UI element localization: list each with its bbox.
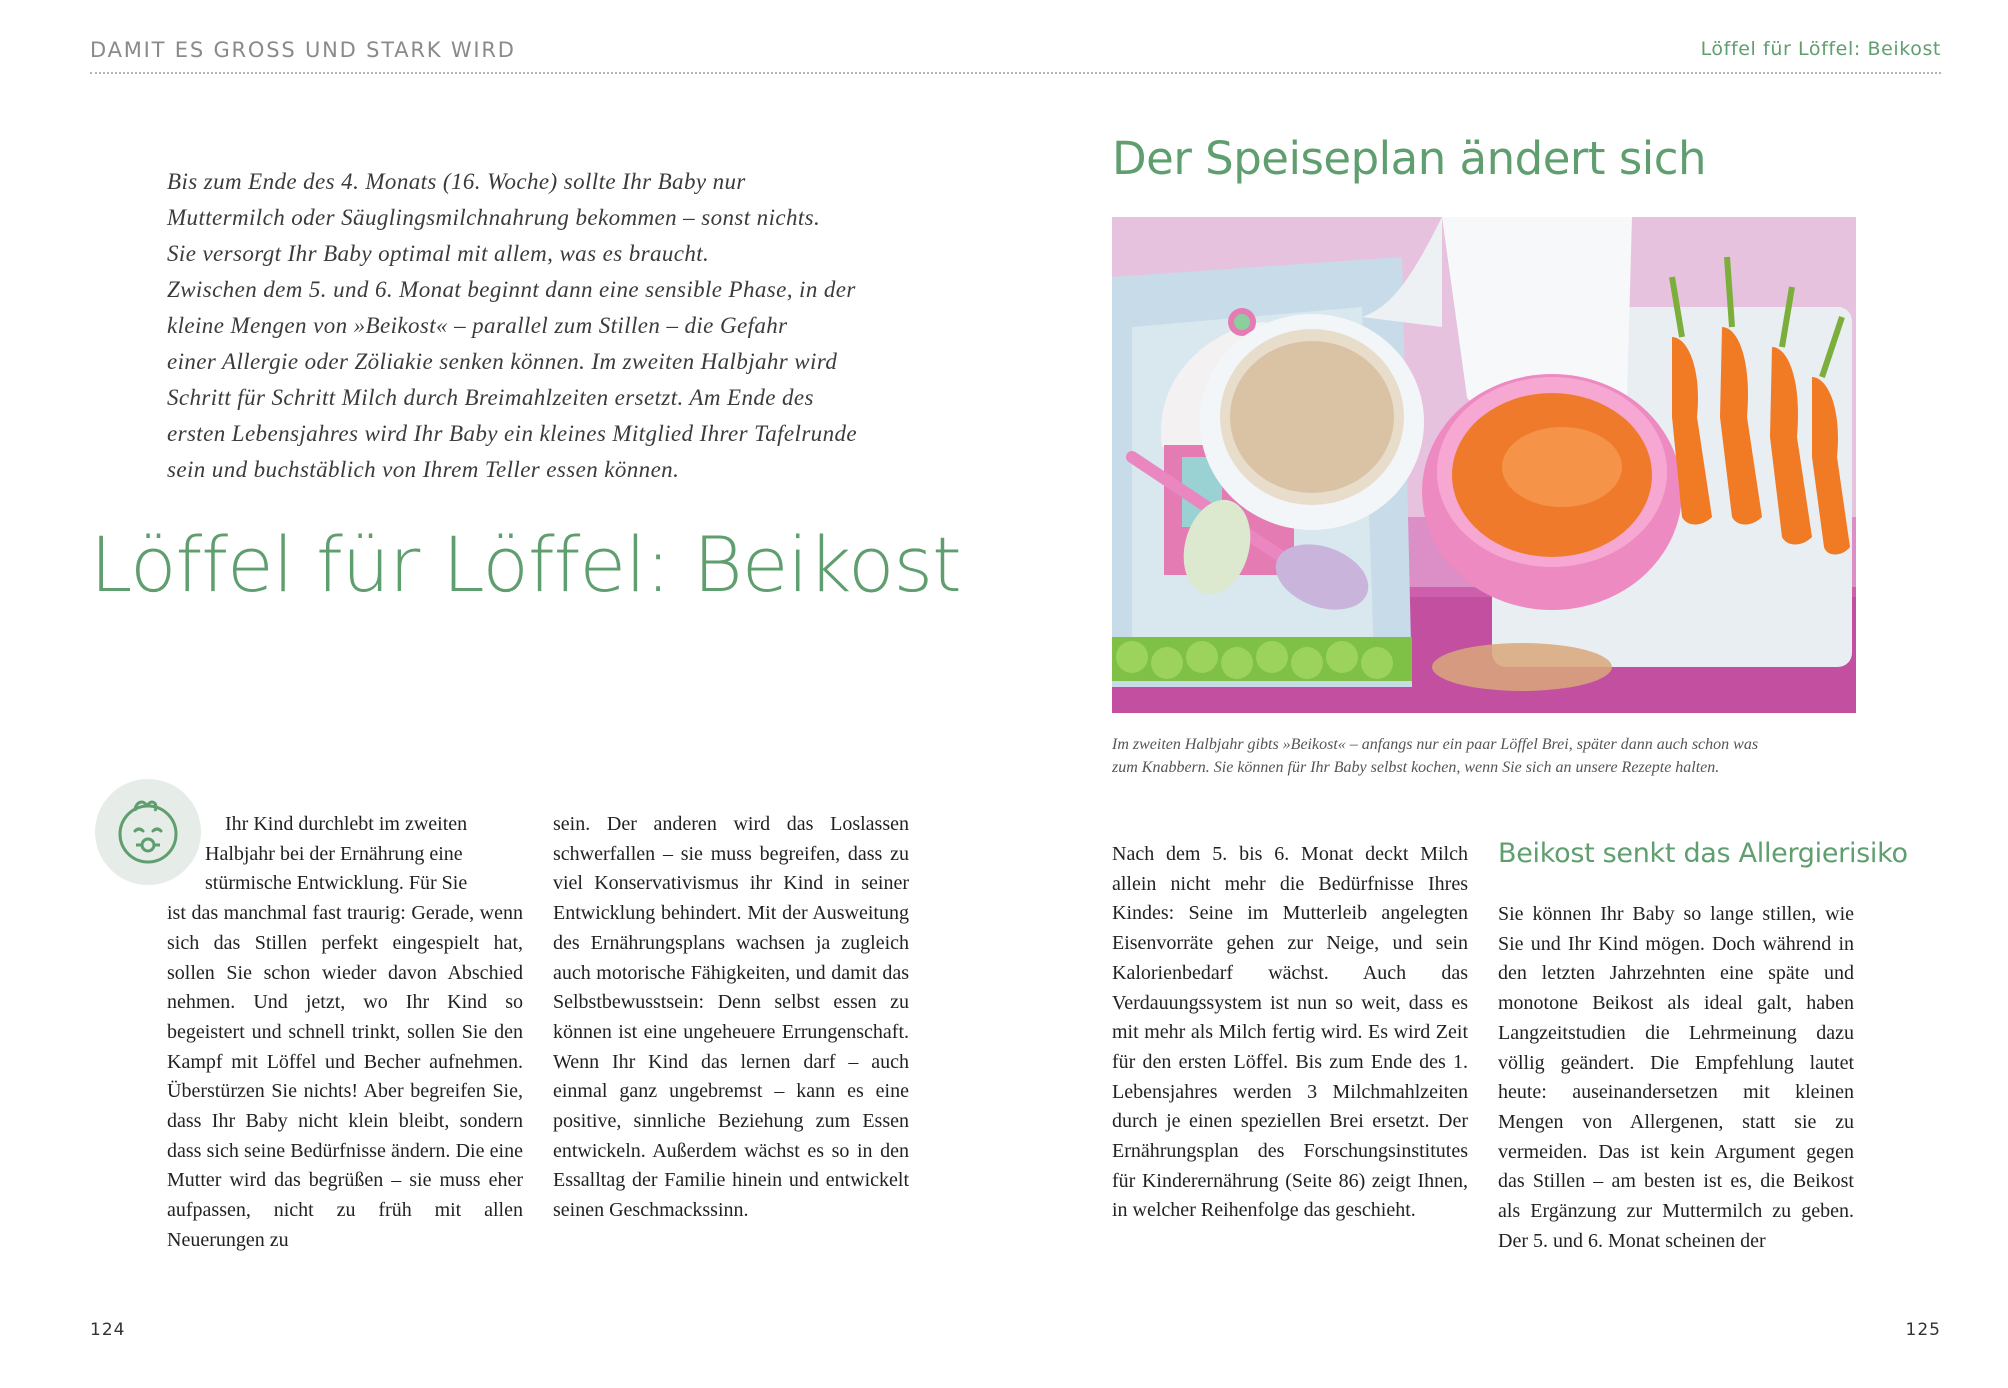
section-title: Der Speiseplan ändert sich <box>1112 132 1707 185</box>
page-number-left: 124 <box>90 1320 126 1340</box>
photo-caption <box>1112 733 1856 779</box>
paragraph-line: Halbjahr bei der Ernährung eine <box>205 842 463 865</box>
header-dotted-rule <box>90 72 1941 74</box>
paragraph-line: stürmische Entwicklung. Für Sie <box>205 872 468 895</box>
caption-line: Im zweiten Halbjahr gibts »Beikost« – anfangs nur ein paar Löffel Brei, später dann auch schon was <box>1112 736 1759 753</box>
intro-line: einer Allergie oder Zöliakie senken können. Im zweiten Halbjahr wird <box>167 349 838 374</box>
page-number-right: 125 <box>1905 1320 1941 1340</box>
intro-line: sein und buchstäblich von Ihrem Teller essen können. <box>167 457 680 482</box>
intro-line: Zwischen dem 5. und 6. Monat beginnt dann eine sensible Phase, in der <box>167 277 856 302</box>
intro-line: Muttermilch oder Säuglingsmilchnahrung bekommen – sonst nichts. <box>167 205 821 230</box>
intro-paragraph <box>167 164 927 488</box>
paragraph-text: ist das manchmal fast traurig: Gerade, wenn sich das Stillen perfekt eingespielt hat, sollen Sie schon wieder davon Abschied nehmen. Und jetzt, wo Ihr Kind so begeistert und schnell trinkt, sollen Sie den Kampf mit Löffel und Becher aufnehmen. Überstürzen Sie nichts! Aber begreifen Sie, dass Ihr Baby nicht klein bleibt, sondern dass sich seine Bedürfnisse ändern. Die eine Mutter wird das begrüßen – sie muss eher aufpassen, nicht zu früh mit allen Neuerungen zu <box>167 902 523 1251</box>
running-head-left: DAMIT ES GROSS UND STARK WIRD <box>90 38 516 62</box>
running-head-right: Löffel für Löffel: Beikost <box>1700 38 1941 60</box>
paragraph-line: Ihr Kind durchlebt im zweiten <box>225 813 468 835</box>
intro-line: Bis zum Ende des 4. Monats (16. Woche) sollte Ihr Baby nur <box>167 169 746 194</box>
intro-line: Sie versorgt Ihr Baby optimal mit allem, was es braucht. <box>167 241 710 266</box>
body-column-1 <box>167 810 523 1256</box>
body-column-4 <box>1498 900 1854 1256</box>
paragraph-text: Sie können Ihr Baby so lange stillen, wie Sie und Ihr Kind mögen. Doch während in den letzten Jahrzehnten eine späte und monotone Beikost als ideal galt, haben Langzeitstudien die Lehrmeinung dazu völlig geändert. Die Empfehlung lautet heute: auseinandersetzen mit kleinen Mengen von Allergenen, statt sie zu vermeiden. Das ist kein Argument gegen das Stillen – am besten ist es, die Beikost als Ergänzung zur Muttermilch zu geben. Der 5. und 6. Monat scheinen der <box>1498 903 1854 1252</box>
paragraph-text: sein. Der anderen wird das Loslassen schwerfallen – sie muss begreifen, dass zu viel Konservativismus ihr Kind in seiner Entwicklung behindert. Mit der Ausweitung des Ernährungsplans wachsen ja zugleich auch motorische Fähigkeiten, und damit das Selbstbewusstsein: Denn selbst essen zu können ist eine ungeheuere Errungenschaft. Wenn Ihr Kind das lernen darf – auch einmal ganz ungebremst – kann es eine positive, sinnliche Beziehung zum Essen entwickeln. Außerdem wächst es so in den Essalltag der Familie hinein und entwickelt seinen Geschmackssinn. <box>553 813 909 1222</box>
intro-line: kleine Mengen von »Beikost« – parallel zum Stillen – die Gefahr <box>167 313 788 338</box>
body-column-2 <box>553 810 909 1226</box>
intro-line: ersten Lebensjahres wird Ihr Baby ein kleines Mitglied Ihrer Tafelrunde <box>167 421 857 446</box>
intro-line: Schritt für Schritt Milch durch Breimahlzeiten ersetzt. Am Ende des <box>167 385 814 410</box>
baby-food-photo <box>1112 217 1856 713</box>
chapter-title: Löffel für Löffel: Beikost <box>90 520 961 609</box>
paragraph-text: Nach dem 5. bis 6. Monat deckt Milch allein nicht mehr die Bedürfnisse Ihres Kindes: Seine im Mutterleib angelegten Eisenvorräte gehen zur Neige, und sein Kalorienbedarf wächst. Auch das Verdauungssystem ist nun so weit, dass es mit mehr als Milch fertig wird. Es wird Zeit für den ersten Löffel. Bis zum Ende des 1. Lebensjahres werden 3 Milchmahlzeiten durch je einen speziellen Brei ersetzt. Der Ernährungsplan des Forschungsinstitutes für Kinderernährung (Seite 86) zeigt Ihnen, in welcher Reihenfolge das geschieht. <box>1112 843 1468 1222</box>
caption-line: zum Knabbern. Sie können für Ihr Baby selbst kochen, wenn Sie sich an unsere Rezepte halten. <box>1112 759 1720 776</box>
subsection-title: Beikost senkt das Allergierisiko <box>1498 838 1908 869</box>
body-column-3 <box>1112 840 1468 1226</box>
